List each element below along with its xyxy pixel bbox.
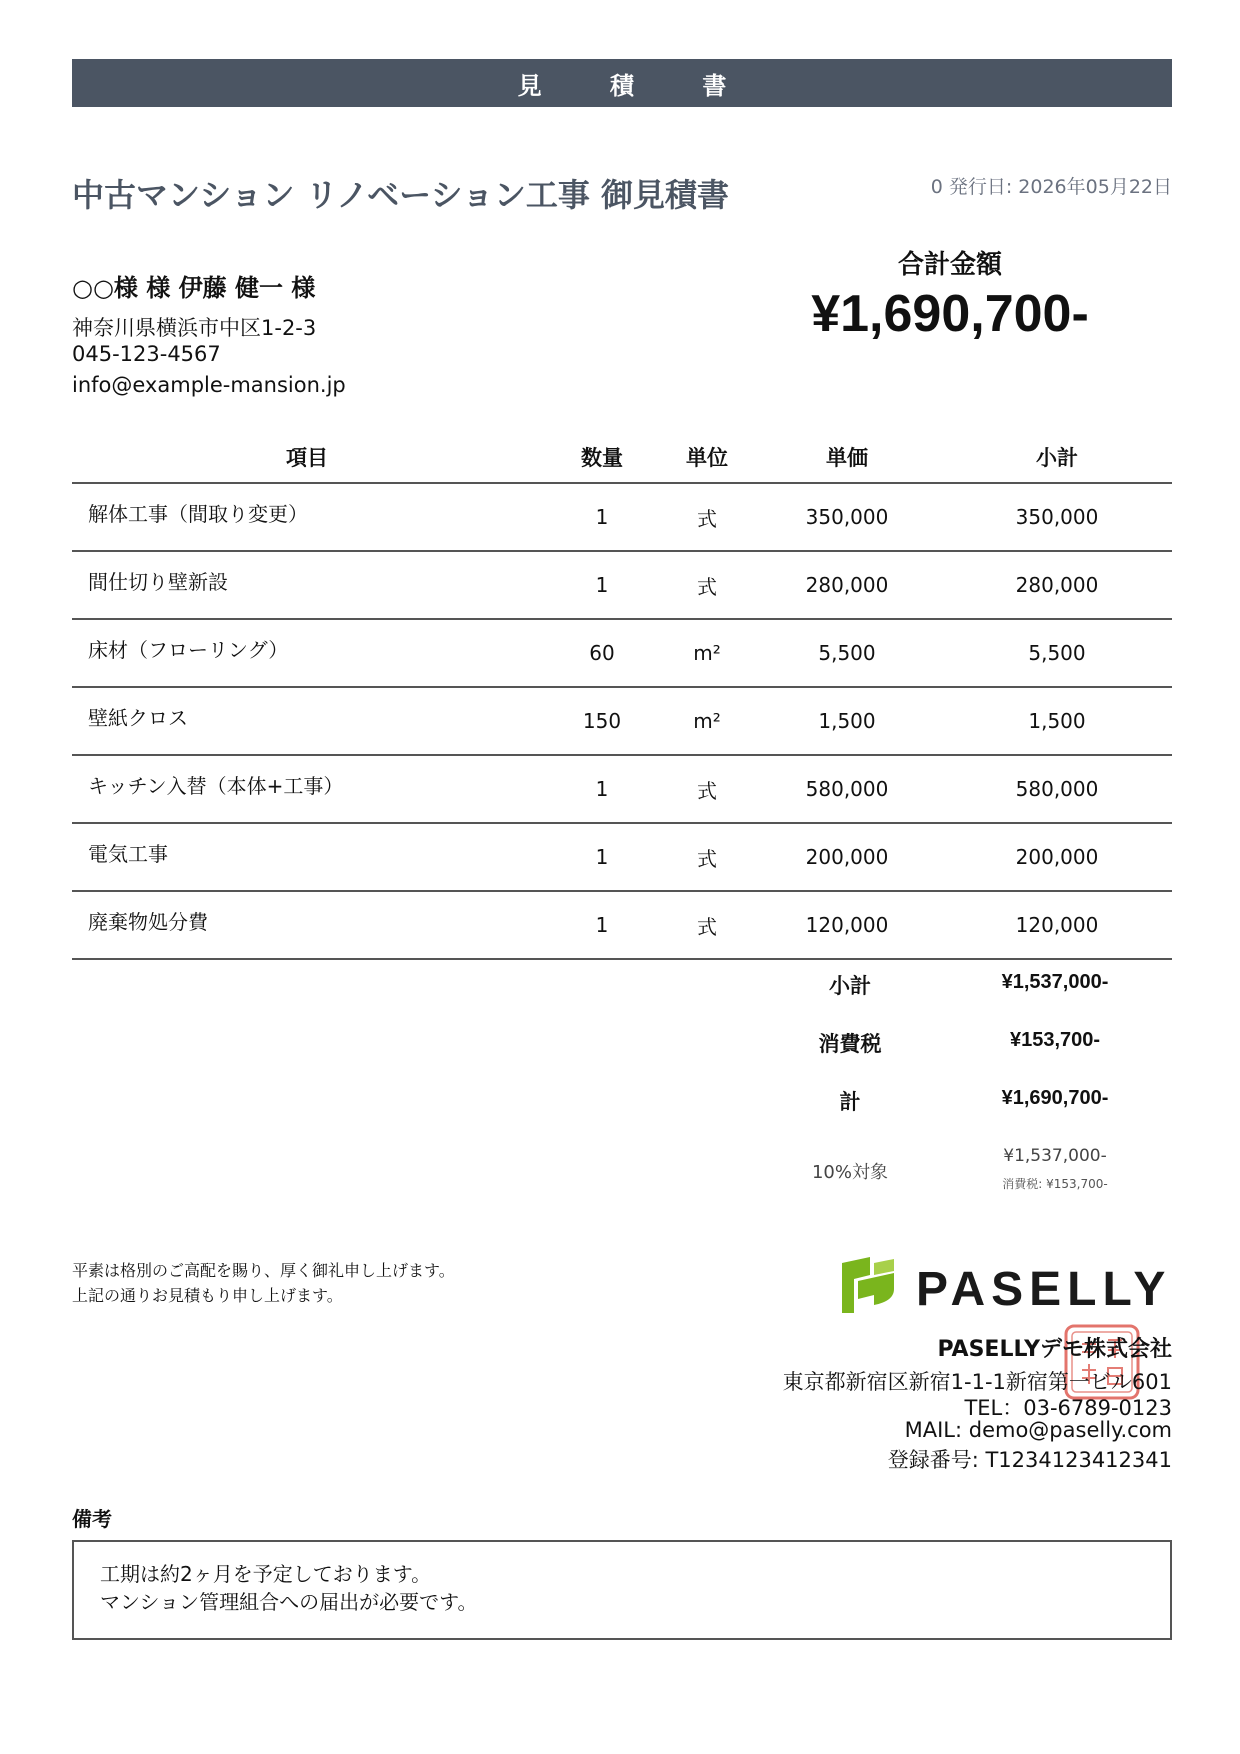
row-qty: 60 (542, 619, 662, 687)
row-item: 電気工事 (72, 823, 542, 891)
row-unit: 式 (662, 755, 752, 823)
company-logo (840, 1255, 1172, 1315)
row-qty: 1 (542, 551, 662, 619)
table-header-row (72, 432, 1172, 483)
client-address: 神奈川県横浜市中区1-2-3 (72, 316, 317, 340)
total-value: ¥1,690,700- (1001, 1087, 1109, 1109)
row-unit: 式 (662, 483, 752, 551)
header-subtotal: 小計 (942, 432, 1172, 483)
header-unit: 単位 (662, 432, 752, 483)
row-qty: 150 (542, 687, 662, 755)
table-row (72, 755, 1172, 823)
greeting-line-2: 上記の通りお見積もり申し上げます。 (72, 1286, 343, 1305)
row-subtotal: 350,000 (942, 483, 1172, 551)
issue-date: 0 発行日: 2026年05月22日 (930, 176, 1172, 198)
row-price: 350,000 (752, 483, 942, 551)
total-label: 計 (839, 1090, 861, 1114)
table-row (72, 483, 1172, 551)
subtotal-value: ¥1,537,000- (1001, 971, 1109, 993)
row-unit: m² (662, 687, 752, 755)
table-row (72, 823, 1172, 891)
estimate-items-table (72, 432, 1172, 960)
row-qty: 1 (542, 755, 662, 823)
header-price: 単価 (752, 432, 942, 483)
table-row (72, 687, 1172, 755)
document-title: 中古マンション リノベーション工事 御見積書 (72, 176, 730, 214)
row-item: 床材（フローリング） (72, 619, 542, 687)
row-item: 廃棄物処分費 (72, 891, 542, 959)
table-row (72, 891, 1172, 959)
row-unit: 式 (662, 551, 752, 619)
row-subtotal: 200,000 (942, 823, 1172, 891)
row-qty: 1 (542, 823, 662, 891)
remarks-box (72, 1540, 1172, 1640)
logo-wordmark: PASELLY (916, 1263, 1172, 1315)
table-row (72, 619, 1172, 687)
document-banner: 見 積 書 (72, 59, 1172, 107)
row-unit: m² (662, 619, 752, 687)
table-row (72, 551, 1172, 619)
company-name: PASELLYデモ株式会社 (937, 1337, 1172, 1362)
remarks-heading: 備考 (72, 1507, 112, 1531)
row-subtotal: 280,000 (942, 551, 1172, 619)
row-item: 壁紙クロス (72, 687, 542, 755)
grand-total-amount: ¥1,690,700- (811, 285, 1089, 343)
tax-target-tax: 消費税: ¥153,700- (1002, 1177, 1108, 1191)
client-phone: 045-123-4567 (72, 342, 221, 366)
company-tel: TEL：03-6789-0123 (964, 1396, 1172, 1420)
row-unit: 式 (662, 823, 752, 891)
row-item: 解体工事（間取り変更） (72, 483, 542, 551)
remark-line-1: 工期は約2ヶ月を予定しております。 (100, 1562, 432, 1586)
grand-total-label: 合計金額 (897, 250, 1002, 280)
row-price: 280,000 (752, 551, 942, 619)
row-subtotal: 5,500 (942, 619, 1172, 687)
tax-label: 消費税 (818, 1032, 882, 1056)
tax-target-amount: ¥1,537,000- (1003, 1146, 1107, 1166)
client-name: ○○様 様 伊藤 健一 様 (72, 274, 316, 302)
company-registration: 登録番号: T1234123412341 (887, 1448, 1172, 1472)
row-subtotal: 1,500 (942, 687, 1172, 755)
client-email: info@example-mansion.jp (72, 373, 346, 397)
row-price: 5,500 (752, 619, 942, 687)
row-price: 580,000 (752, 755, 942, 823)
row-qty: 1 (542, 483, 662, 551)
row-qty: 1 (542, 891, 662, 959)
header-item: 項目 (72, 432, 542, 483)
tax-value: ¥153,700- (1009, 1029, 1101, 1051)
remark-line-2: マンション管理組合への届出が必要です。 (100, 1590, 478, 1614)
row-item: キッチン入替（本体+工事） (72, 755, 542, 823)
row-unit: 式 (662, 891, 752, 959)
row-subtotal: 120,000 (942, 891, 1172, 959)
row-item: 間仕切り壁新設 (72, 551, 542, 619)
row-price: 200,000 (752, 823, 942, 891)
tax-target-label: 10%対象 (811, 1162, 888, 1183)
row-price: 1,500 (752, 687, 942, 755)
header-qty: 数量 (542, 432, 662, 483)
company-mail: MAIL: demo@paselly.com (904, 1418, 1172, 1442)
row-price: 120,000 (752, 891, 942, 959)
subtotal-label: 小計 (829, 974, 871, 998)
greeting-line-1: 平素は格別のご高配を賜り、厚く御礼申し上げます。 (72, 1261, 455, 1280)
company-address: 東京都新宿区新宿1-1-1新宿第一ビル601 (782, 1370, 1172, 1394)
row-subtotal: 580,000 (942, 755, 1172, 823)
logo-mark-icon (842, 1257, 894, 1313)
